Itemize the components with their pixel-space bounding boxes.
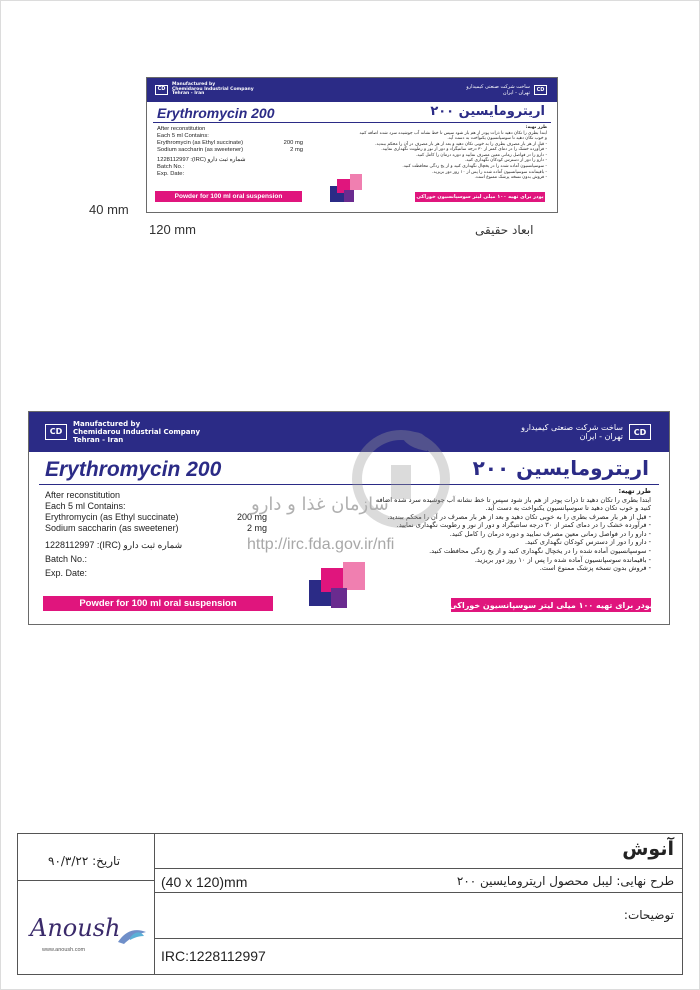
manufacturer-fa: ساخت شرکت صنعتی کیمیدارو تهران - ایران CD	[521, 418, 651, 446]
composition: After reconstitution Each 5 ml Contains: Erythromycin (as Ethyl succinate) 200 mg Sodium saccharin (as sweetener) 2 mg 1228112997 :(IRC) شماره ثبت دارو Batch No.: Exp. Date:	[157, 126, 303, 178]
notes-label: توضیحات:	[623, 908, 674, 922]
anoush-url: www.anoush.com	[42, 947, 86, 953]
product-name-fa: اریترومایسین ۲۰۰	[430, 104, 545, 119]
actual-size-caption: ابعاد حقیقی	[475, 223, 534, 237]
irc-number: IRC:1228112997	[161, 948, 266, 964]
watermark-url: http://irc.fda.gov.ir/nfi	[247, 536, 395, 553]
product-name-en: Erythromycin 200	[157, 105, 275, 121]
fda-watermark-icon	[331, 417, 471, 537]
decor-square	[331, 588, 347, 608]
label-actual-size	[146, 77, 558, 213]
composition: After reconstitution Each 5 ml Contains: Erythromycin (as Ethyl succinate) 200 mg Sodium saccharin (as sweetener) 2 mg 1228112997 :(IRC) شماره ثبت دارو Batch No.: Exp. Date:	[45, 490, 267, 578]
anoush-logo: Anoush	[30, 914, 121, 942]
company-logo-icon: CD	[45, 424, 67, 440]
preparation-instructions: طرز تهیه: ابتدا بطری را تکان دهید تا ذرات پودر از هم باز شود سپس تا خط نشانه آب جوشیده سرد شده اضافه کنید و خوب تکان دهید تا سوسپانسیون یکنواخت به دست آید. - قبل از هر بار مصرف بطری را به خوبی تکان دهید و بعد از هر بار مصرف در آن را محکم ببندید. - فرآورده خشک را در دمای کمتر از ۳۰ درجه سانتیگراد و دور از نور و رطوبت نگهداری نمایید. - دارو را در فواصل زمانی معین مصرف نمایید و دوره درمان را کامل کنید. - دارو را دور از دسترس کودکان نگهداری کنید. - سوسپانسیون آماده شده را در یخچال نگهداری کنید و از یخ زدگی محافظت کنید. - باقیمانده سوسپانسیون آماده شده را پس از ۱۰ روز دور بریزید. - فروش بدون نسخه پزشک ممنوع است.	[375, 487, 651, 573]
approval-table	[17, 833, 683, 975]
dosage-form-band-fa: پودر برای تهیه ۱۰۰ میلی لیتر سوسپانسیون خوراکی	[451, 598, 651, 612]
decor-square	[350, 174, 362, 190]
approval-date: تاریخ: ۹۰/۳/۲۲	[48, 854, 121, 868]
decor-square	[344, 190, 354, 202]
final-design-title: طرح نهایی: لیبل محصول اریترومایسین ۲۰۰	[456, 874, 674, 888]
company-logo-icon: CD	[155, 85, 168, 95]
dosage-form-band-fa: پودر برای تهیه ۱۰۰ میلی لیتر سوسپانسیون خوراکی	[416, 194, 544, 200]
manufacturer-en: CD Manufactured by Chemidarou Industrial Company Tehran - Iran	[45, 418, 200, 446]
manufacturer-en: CD Manufactured by Chemidarou Industrial Company Tehran - Iran	[155, 81, 254, 99]
flower-icon	[116, 926, 148, 946]
label-size: (40 x 120)mm	[161, 874, 248, 890]
company-logo-icon: CD	[629, 424, 651, 440]
company-name: آنوش	[622, 838, 674, 860]
preparation-instructions: طرز تهیه: ابتدا بطری را تکان دهید تا ذرات پودر از هم باز شود سپس تا خط نشانه آب جوشیده سرد شده اضافه کنید و خوب تکان دهید تا سوسپانسیون یکنواخت به دست آید. - قبل از هر بار مصرف بطری را به خوبی تکان دهید و بعد از هر بار مصرف در آن را محکم ببندید. - فرآورده خشک را در دمای کمتر از ۳۰ درجه سانتیگراد و دور از نور و رطوبت نگهداری نمایید. - دارو را در فواصل زمانی معین مصرف نمایید و دوره درمان را کامل کنید. - دارو را دور از دسترس کودکان نگهداری کنید. - سوسپانسیون آماده شده را در یخچال نگهداری کنید و از یخ زدگی محافظت کنید. - باقیمانده سوسپانسیون آماده شده را پس از ۱۰ روز دور بریزید. - فروش بدون نسخه پزشک ممنوع است.	[359, 125, 547, 181]
dosage-form-band-en: Powder for 100 ml oral suspension	[155, 191, 302, 202]
company-logo-icon: CD	[534, 85, 547, 95]
dosage-form-band-en: Powder for 100 ml oral suspension	[43, 596, 273, 611]
product-name-fa: اریترومایسین ۲۰۰	[472, 456, 649, 480]
decor-square	[343, 562, 365, 590]
divider	[153, 122, 551, 123]
watermark-org: سازمان غذا و دارو	[251, 494, 389, 515]
width-dimension: 120 mm	[149, 222, 196, 237]
product-name-en: Erythromycin 200	[45, 458, 222, 481]
manufacturer-fa: ساخت شرکت صنعتی کیمیدارو تهران - ایران CD	[466, 81, 547, 99]
height-dimension: 40 mm	[89, 202, 129, 217]
